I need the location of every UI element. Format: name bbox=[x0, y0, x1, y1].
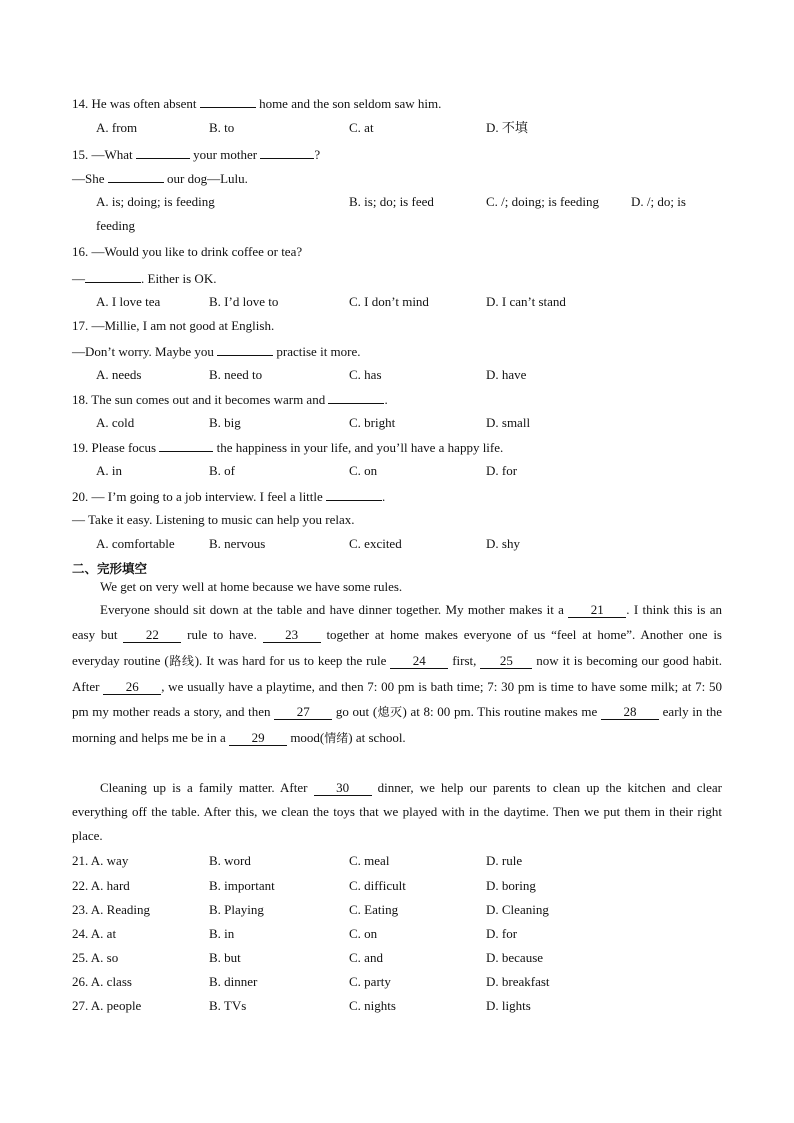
choice-21-d[interactable]: D. rule bbox=[486, 853, 523, 868]
q17-option-d[interactable]: D. have bbox=[486, 367, 527, 382]
p1-text-7: now it is becoming our good habit. After bbox=[72, 652, 722, 694]
q20-blank[interactable] bbox=[326, 488, 382, 501]
q19-option-b[interactable]: B. of bbox=[209, 463, 235, 478]
q18-option-b[interactable]: B. big bbox=[209, 415, 241, 430]
q20-option-b[interactable]: B. nervous bbox=[209, 536, 266, 551]
question-17-line1: 17. —Millie, I am not good at English. bbox=[72, 318, 275, 333]
choice-23-d[interactable]: D. Cleaning bbox=[486, 902, 549, 917]
q17-blank[interactable] bbox=[217, 343, 273, 356]
choice-22-d[interactable]: D. boring bbox=[486, 878, 536, 893]
choice-26-d[interactable]: D. breakfast bbox=[486, 974, 550, 989]
choice-24-d[interactable]: D. for bbox=[486, 926, 518, 941]
p1-cjk-mood: 情绪 bbox=[324, 731, 349, 746]
p1-text-13: ) at school. bbox=[348, 730, 406, 746]
q19-blank[interactable] bbox=[159, 439, 213, 452]
choice-22-a[interactable]: 22. A. hard bbox=[72, 878, 130, 893]
blank-24[interactable]: 24 bbox=[390, 654, 448, 669]
choice-27-c[interactable]: C. nights bbox=[349, 998, 396, 1013]
choice-27-d[interactable]: D. lights bbox=[486, 998, 531, 1013]
passage-intro: We get on very well at home because we have some rules. bbox=[100, 579, 403, 594]
p1-text-2: . I think this is an easy but bbox=[72, 602, 722, 643]
blank-21[interactable]: 21 bbox=[568, 603, 626, 618]
choice-27-b[interactable]: B. TVs bbox=[209, 998, 247, 1013]
passage-paragraph-1 bbox=[72, 597, 722, 752]
q15-stem-e: our dog—Lulu. bbox=[167, 171, 248, 186]
question-15-line1 bbox=[72, 146, 320, 163]
choice-24-c[interactable]: C. on bbox=[349, 926, 378, 941]
choice-25-a[interactable]: 25. A. so bbox=[72, 950, 119, 965]
q20-option-c[interactable]: C. excited bbox=[349, 536, 402, 551]
q18-option-a[interactable]: A. cold bbox=[96, 415, 135, 430]
choice-26-b[interactable]: B. dinner bbox=[209, 974, 258, 989]
p1-cjk-go-out: 熄灭 bbox=[377, 705, 403, 720]
q15-stem-d: —She bbox=[72, 171, 105, 186]
q19-stem-a: 19. Please focus bbox=[72, 440, 157, 455]
choice-21-b[interactable]: B. word bbox=[209, 853, 251, 868]
question-14 bbox=[72, 95, 441, 112]
q15-stem-a: 15. —What bbox=[72, 147, 133, 162]
q17-option-a[interactable]: A. needs bbox=[96, 367, 142, 382]
p1-text-6: first, bbox=[448, 652, 481, 668]
q17-option-b[interactable]: B. need to bbox=[209, 367, 263, 382]
q20-stem-a: 20. — I’m going to a job interview. I feel a little bbox=[72, 489, 323, 504]
p1-text-9: go out ( bbox=[332, 704, 378, 720]
blank-28[interactable]: 28 bbox=[601, 705, 659, 720]
p1-cjk-route: 路线 bbox=[168, 653, 195, 668]
question-19 bbox=[72, 439, 503, 456]
q18-blank[interactable] bbox=[328, 391, 384, 404]
q17-stem-a: —Don’t worry. Maybe you bbox=[72, 344, 214, 359]
q14-option-d[interactable]: D. 不填 bbox=[486, 120, 528, 135]
question-16-line2 bbox=[72, 270, 216, 287]
choice-21-a[interactable]: 21. A. way bbox=[72, 853, 129, 868]
section-title-cloze: 二、完形填空 bbox=[72, 561, 148, 576]
q15-blank-2[interactable] bbox=[260, 146, 314, 159]
question-15-line2 bbox=[72, 170, 248, 187]
q19-option-c[interactable]: C. on bbox=[349, 463, 378, 478]
q16-option-d[interactable]: D. I can’t stand bbox=[486, 294, 566, 309]
question-20-line2: — Take it easy. Listening to music can help you relax. bbox=[72, 512, 355, 527]
p1-text-11: early in the morning and helps me be in a bbox=[72, 704, 722, 746]
choice-22-b[interactable]: B. important bbox=[209, 878, 275, 893]
choice-24-a[interactable]: 24. A. at bbox=[72, 926, 117, 941]
question-16-line1: 16. —Would you like to drink coffee or tea? bbox=[72, 244, 303, 259]
q16-blank[interactable] bbox=[85, 270, 141, 283]
choice-23-b[interactable]: B. Playing bbox=[209, 902, 264, 917]
q14-blank[interactable] bbox=[200, 95, 256, 108]
choice-25-d[interactable]: D. because bbox=[486, 950, 544, 965]
choice-25-c[interactable]: C. and bbox=[349, 950, 383, 965]
q14-stem-start: 14. He was often absent bbox=[72, 96, 197, 111]
choice-23-a[interactable]: 23. A. Reading bbox=[72, 902, 150, 917]
q15-stem-c: ? bbox=[314, 147, 321, 162]
p1-text-8: , we usually have a playtime, and then 7: 00 pm is bath time; 7: 30 pm is time to have some milk; at 7: 50 pm my mother reads a story, and then bbox=[72, 678, 723, 720]
p2-text-2: dinner, we help our parents to clean up the kitchen and clear everything off the table. After this, we clean the toys that we played with in the daytime. Then we put them in their right place. bbox=[72, 780, 722, 843]
p1-text-5: ). It was hard for us to keep the rule bbox=[194, 652, 391, 668]
q16-dash: — bbox=[72, 271, 85, 286]
q15-option-c[interactable]: C. /; doing; is feeding bbox=[486, 194, 600, 209]
question-17-line2 bbox=[72, 343, 361, 360]
choice-23-c[interactable]: C. Eating bbox=[349, 902, 399, 917]
choice-22-c[interactable]: C. difficult bbox=[349, 878, 406, 893]
q15-option-a[interactable]: A. is; doing; is feeding bbox=[96, 194, 215, 209]
q19-stem-b: the happiness in your life, and you’ll have a happy life. bbox=[216, 440, 504, 455]
passage-paragraph-2 bbox=[72, 776, 722, 848]
blank-23[interactable]: 23 bbox=[263, 628, 321, 643]
question-18 bbox=[72, 391, 388, 408]
p2-text-1: Cleaning up is a family matter. After bbox=[100, 780, 314, 795]
q18-option-d[interactable]: D. small bbox=[486, 415, 531, 430]
q20-option-d[interactable]: D. shy bbox=[486, 536, 520, 551]
q20-stem-b: . bbox=[382, 489, 386, 504]
q15-option-b[interactable]: B. is; do; is feed bbox=[349, 194, 434, 209]
choice-25-b[interactable]: B. but bbox=[209, 950, 241, 965]
choice-26-a[interactable]: 26. A. class bbox=[72, 974, 132, 989]
q14-option-a[interactable]: A. from bbox=[96, 120, 138, 135]
blank-29[interactable]: 29 bbox=[229, 731, 287, 746]
p1-text-4: together at home makes everyone of us “feel at home”. Another one is everyday routine ( bbox=[72, 627, 722, 668]
q19-option-a[interactable]: A. in bbox=[96, 463, 122, 478]
choice-24-b[interactable]: B. in bbox=[209, 926, 235, 941]
q17-stem-b: practise it more. bbox=[276, 344, 361, 359]
q14-option-c[interactable]: C. at bbox=[349, 120, 374, 135]
blank-27[interactable]: 27 bbox=[274, 705, 332, 720]
blank-26[interactable]: 26 bbox=[103, 680, 161, 695]
choice-21-c[interactable]: C. meal bbox=[349, 853, 390, 868]
question-20-line1 bbox=[72, 488, 385, 505]
choice-26-c[interactable]: C. party bbox=[349, 974, 391, 989]
blank-25[interactable]: 25 bbox=[480, 654, 532, 669]
q19-option-d[interactable]: D. for bbox=[486, 463, 518, 478]
q14-option-b[interactable]: B. to bbox=[209, 120, 235, 135]
q20-option-a[interactable]: A. comfortable bbox=[96, 536, 175, 551]
q17-option-c[interactable]: C. has bbox=[349, 367, 382, 382]
p1-text-10: ) at 8: 00 pm. This routine makes me bbox=[402, 704, 601, 720]
q15-option-d[interactable]: D. /; do; is bbox=[631, 194, 686, 209]
q16-option-b[interactable]: B. I’d love to bbox=[209, 294, 279, 309]
choice-27-a[interactable]: 27. A. people bbox=[72, 998, 142, 1013]
q15-blank-3[interactable] bbox=[108, 170, 164, 183]
p1-text-1: Everyone should sit down at the table and have dinner together. My mother makes it a bbox=[100, 602, 569, 617]
q16-option-c[interactable]: C. I don’t mind bbox=[349, 294, 429, 309]
p1-text-12: mood( bbox=[287, 730, 325, 746]
q18-option-c[interactable]: C. bright bbox=[349, 415, 396, 430]
q15-stem-b: your mother bbox=[193, 147, 258, 162]
q14-stem-end: home and the son seldom saw him. bbox=[259, 96, 442, 111]
q18-stem-a: 18. The sun comes out and it becomes warm and bbox=[72, 392, 326, 407]
q16-option-a[interactable]: A. I love tea bbox=[96, 294, 161, 309]
blank-30[interactable]: 30 bbox=[314, 781, 372, 796]
p1-text-3: rule to have. bbox=[181, 627, 263, 643]
blank-22[interactable]: 22 bbox=[123, 628, 181, 643]
q18-stem-b: . bbox=[384, 392, 388, 407]
q16-stem-end: . Either is OK. bbox=[141, 271, 217, 286]
q15-blank-1[interactable] bbox=[136, 146, 190, 159]
q15-option-d-wrap: feeding bbox=[96, 218, 135, 233]
